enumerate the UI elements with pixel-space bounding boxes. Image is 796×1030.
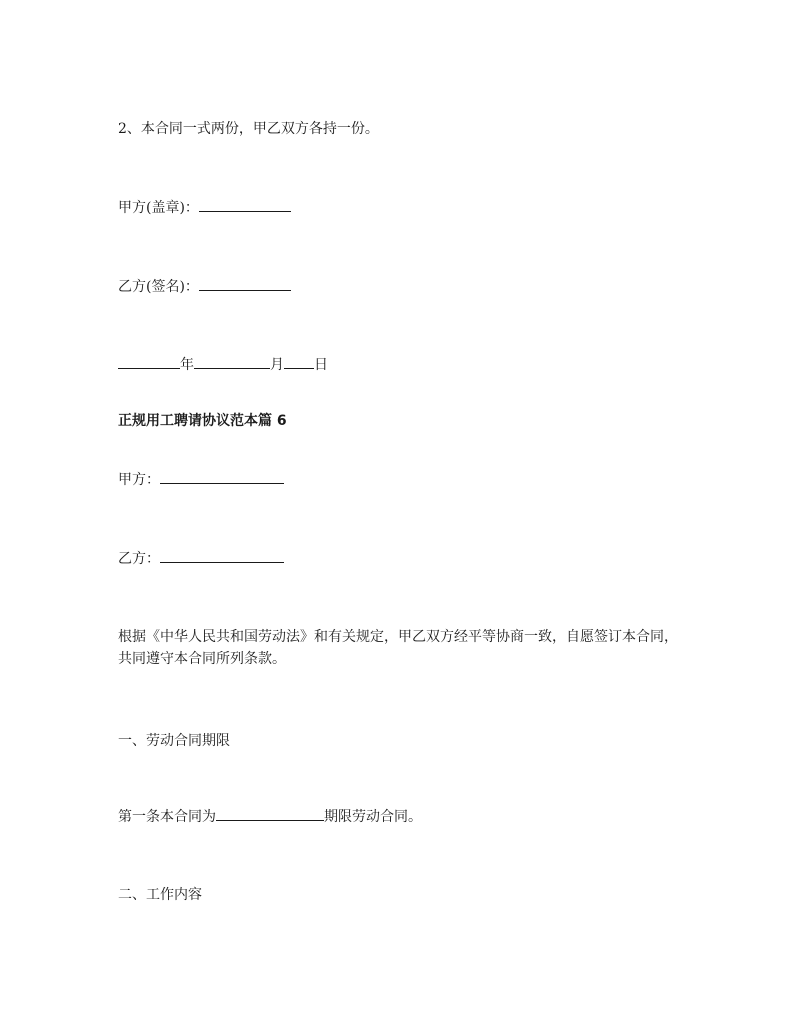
article-1-suffix: 期限劳动合同。 (324, 809, 422, 825)
article-1-prefix: 第一条本合同为 (118, 809, 216, 825)
party-b-blank (160, 548, 284, 563)
month-blank (194, 354, 270, 369)
clause-2: 2、本合同一式两份，甲乙双方各持一份。 (118, 121, 379, 137)
chapter-1-title: 一、劳动合同期限 (118, 733, 230, 749)
chapter-2-title: 二、工作内容 (118, 887, 202, 903)
party-b-sign-label: 乙方(签名)： (118, 279, 199, 295)
party-a-seal-label: 甲方(盖章)： (118, 200, 199, 216)
date-line (118, 354, 328, 376)
party-b-sign-line (118, 276, 291, 298)
party-a-line (118, 469, 284, 491)
party-a-seal-line (118, 197, 291, 219)
party-a-seal-blank (199, 197, 291, 212)
article-1-blank (216, 806, 324, 821)
date-month-label: 月 (270, 357, 284, 373)
preamble-paragraph: 根据《中华人民共和国劳动法》和有关规定，甲乙双方经平等协商一致，自愿签订本合同，共同遵守本合同所列条款。 (118, 629, 678, 667)
date-year-label: 年 (180, 357, 194, 373)
article-1-line (118, 806, 422, 828)
section-heading: 正规用工聘请协议范本篇 6 (118, 413, 287, 429)
date-day-label: 日 (314, 357, 328, 373)
party-b-sign-blank (199, 276, 291, 291)
party-a-label: 甲方： (118, 472, 160, 488)
year-blank (118, 354, 180, 369)
party-b-label: 乙方： (118, 551, 160, 567)
day-blank (284, 354, 314, 369)
party-a-blank (160, 469, 284, 484)
party-b-line (118, 548, 284, 570)
